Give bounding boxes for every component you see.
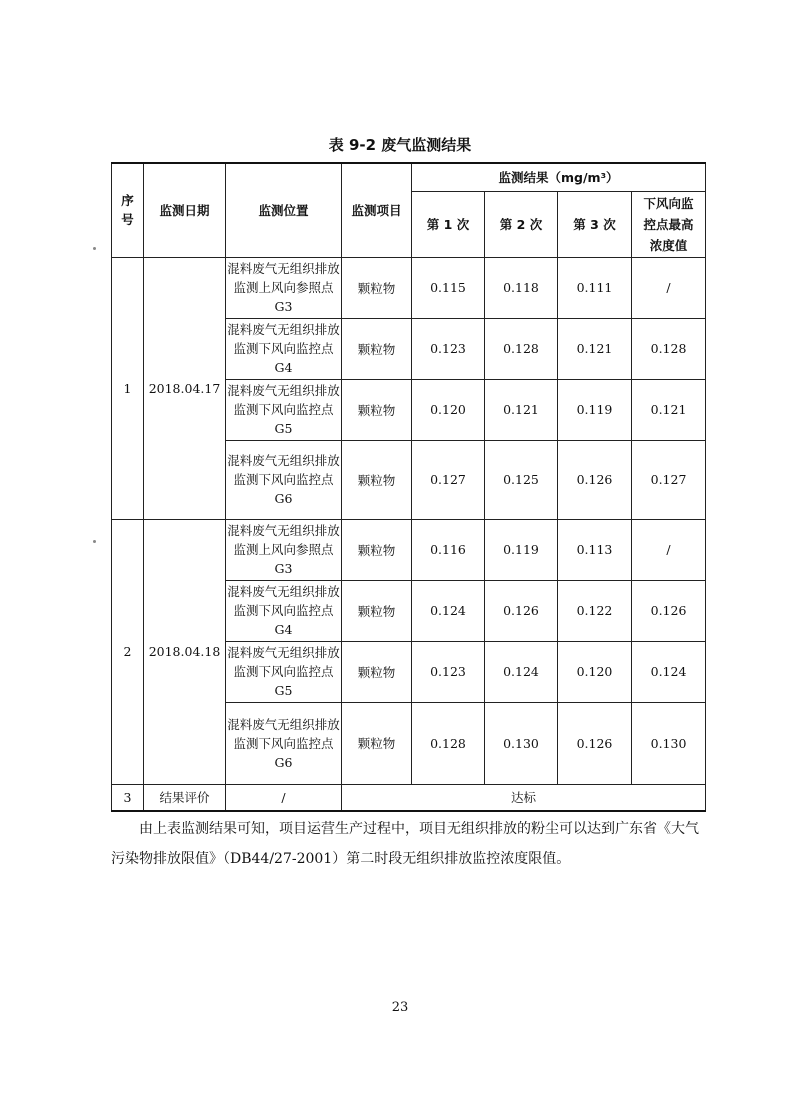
r3-cell: 0.113 [558, 519, 632, 580]
r1-cell: 0.115 [412, 257, 485, 318]
header-r2: 第 2 次 [485, 191, 558, 257]
monitoring-results-table [111, 162, 706, 812]
max-cell: / [632, 257, 706, 318]
r2-cell: 0.119 [485, 519, 558, 580]
header-r1: 第 1 次 [412, 191, 485, 257]
evaluation-label: 结果评价 [144, 784, 226, 811]
max-cell: 0.128 [632, 318, 706, 379]
r3-cell: 0.111 [558, 257, 632, 318]
r2-cell: 0.126 [485, 580, 558, 641]
scan-dot [93, 540, 96, 543]
item-cell: 颗粒物 [342, 257, 412, 318]
header-seq: 序号 [112, 163, 144, 257]
item-cell: 颗粒物 [342, 440, 412, 519]
header-results: 监测结果（mg/m³） [412, 163, 706, 191]
header-location: 监测位置 [226, 163, 342, 257]
item-cell: 颗粒物 [342, 580, 412, 641]
evaluation-seq: 3 [112, 784, 144, 811]
location-cell: 混料废气无组织排放监测上风向参照点 G3 [226, 519, 342, 580]
r1-cell: 0.120 [412, 379, 485, 440]
group-seq: 2 [112, 519, 144, 784]
header-date: 监测日期 [144, 163, 226, 257]
r1-cell: 0.123 [412, 641, 485, 702]
header-max: 下风向监控点最高浓度值 [632, 191, 706, 257]
r2-cell: 0.118 [485, 257, 558, 318]
location-cell: 混料废气无组织排放监测下风向监控点 G6 [226, 702, 342, 784]
page-number: 23 [391, 1000, 409, 1015]
item-cell: 颗粒物 [342, 702, 412, 784]
item-cell: 颗粒物 [342, 519, 412, 580]
r3-cell: 0.120 [558, 641, 632, 702]
max-cell: 0.130 [632, 702, 706, 784]
r1-cell: 0.128 [412, 702, 485, 784]
r1-cell: 0.116 [412, 519, 485, 580]
r2-cell: 0.125 [485, 440, 558, 519]
r1-cell: 0.124 [412, 580, 485, 641]
r2-cell: 0.128 [485, 318, 558, 379]
r3-cell: 0.126 [558, 702, 632, 784]
item-cell: 颗粒物 [342, 318, 412, 379]
evaluation-location: / [226, 784, 342, 811]
header-item: 监测项目 [342, 163, 412, 257]
r3-cell: 0.121 [558, 318, 632, 379]
table-title: 表 9-2 废气监测结果 [328, 136, 472, 154]
r2-cell: 0.124 [485, 641, 558, 702]
item-cell: 颗粒物 [342, 641, 412, 702]
r3-cell: 0.126 [558, 440, 632, 519]
group-seq: 1 [112, 257, 144, 519]
group-date: 2018.04.18 [144, 519, 226, 784]
max-cell: 0.126 [632, 580, 706, 641]
item-cell: 颗粒物 [342, 379, 412, 440]
r3-cell: 0.122 [558, 580, 632, 641]
r2-cell: 0.130 [485, 702, 558, 784]
location-cell: 混料废气无组织排放监测下风向监控点 G5 [226, 379, 342, 440]
location-cell: 混料废气无组织排放监测下风向监控点 G5 [226, 641, 342, 702]
location-cell: 混料废气无组织排放监测下风向监控点 G6 [226, 440, 342, 519]
location-cell: 混料废气无组织排放监测上风向参照点 G3 [226, 257, 342, 318]
r1-cell: 0.123 [412, 318, 485, 379]
header-r3: 第 3 次 [558, 191, 632, 257]
max-cell: / [632, 519, 706, 580]
max-cell: 0.124 [632, 641, 706, 702]
scan-dot [93, 247, 96, 250]
group-date: 2018.04.17 [144, 257, 226, 519]
location-cell: 混料废气无组织排放监测下风向监控点 G4 [226, 580, 342, 641]
r1-cell: 0.127 [412, 440, 485, 519]
r2-cell: 0.121 [485, 379, 558, 440]
r3-cell: 0.119 [558, 379, 632, 440]
evaluation-result: 达标 [342, 784, 706, 811]
conclusion-paragraph: 由上表监测结果可知，项目运营生产过程中，项目无组织排放的粉尘可以达到广东省《大气污染物排放限值》（DB44/27-2001）第二时段无组织排放监控浓度限值。 [111, 821, 699, 867]
max-cell: 0.121 [632, 379, 706, 440]
max-cell: 0.127 [632, 440, 706, 519]
location-cell: 混料废气无组织排放监测下风向监控点 G4 [226, 318, 342, 379]
